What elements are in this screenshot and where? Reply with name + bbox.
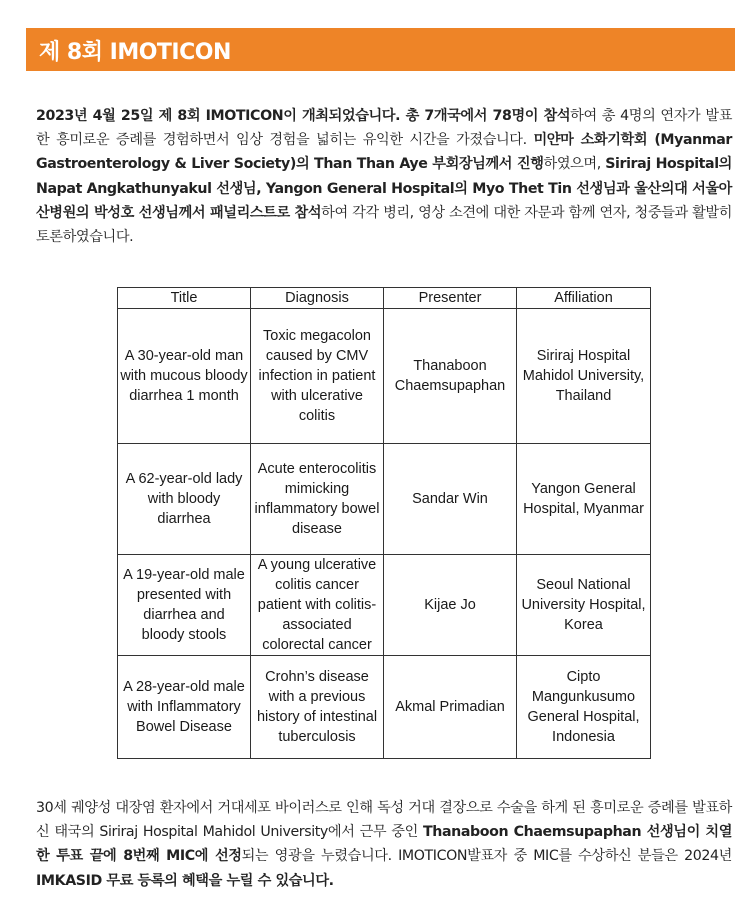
case-title-cell: A 28-year-old male with Inflammatory Bowel Disease xyxy=(118,656,251,759)
affiliation-cell: Siriraj Hospital Mahidol University, Thailand xyxy=(517,309,651,444)
section-title: 제 8회 IMOTICON xyxy=(39,40,231,65)
affiliation-cell: Cipto Mangunkusumo General Hospital, Indonesia xyxy=(517,656,651,759)
closing-text: 30세 궤양성 대장염 환자에서 거대세포 바이러스로 인해 독성 거대 결장으로 수술을 하게 된 흥미로운 증례를 발표하신 태국의 Siriraj Hospital Mahidol University에서 근무 중인 xyxy=(36,800,732,841)
affiliation-cell: Yangon General Hospital, Myanmar xyxy=(517,444,651,555)
intro-text: 하여 총 4명의 연자가 발표한 흥미로운 증례를 경험하면서 임상 경험을 넓히는 유익한 시간을 가졌습니다. xyxy=(36,108,732,149)
diagnosis-cell: Crohn’s disease with a previous history of intestinal tuberculosis xyxy=(251,656,384,759)
intro-text-bold: Siriraj Hospital의 Napat Angkathunyakul 선생님, Yangon General Hospital의 Myo Thet Tin 선생님과 울산의대 서울아산병원의 박성호 선생님께서 패널리스트로 참석 xyxy=(36,156,732,221)
table-row xyxy=(118,656,651,759)
affiliation-cell: Seoul National University Hospital, Korea xyxy=(517,555,651,656)
table-row xyxy=(118,309,651,444)
column-header-presenter: Presenter xyxy=(384,288,517,309)
diagnosis-cell: Acute enterocolitis mimicking inflammatory bowel disease xyxy=(251,444,384,555)
column-header-title: Title xyxy=(118,288,251,309)
case-title-cell: A 19-year-old male presented with diarrhea and bloody stools xyxy=(118,555,251,656)
intro-text: 하였으며, xyxy=(543,156,606,173)
diagnosis-cell: Toxic megacolon caused by CMV infection in patient with ulcerative colitis xyxy=(251,309,384,444)
intro-text: 하여 각각 병리, 영상 소견에 대한 자문과 함께 연자, 청중들과 활발히 토론하였습니다. xyxy=(36,204,732,246)
presenter-cell: Akmal Primadian xyxy=(384,656,517,759)
intro-text-bold: 2023년 4월 25일 제 8회 IMOTICON이 개최되었습니다. 총 7개국에서 78명이 참석 xyxy=(36,108,571,124)
section-header-bar xyxy=(26,28,735,71)
column-header-diagnosis: Diagnosis xyxy=(251,288,384,309)
presenter-cell: Sandar Win xyxy=(384,444,517,555)
presenter-cell: Kijae Jo xyxy=(384,555,517,656)
closing-text-bold: Thanaboon Chaemsupaphan 선생님이 치열한 투표 끝에 8번째 MIC에 선정 xyxy=(36,824,732,865)
table-row xyxy=(118,555,651,656)
closing-text-bold: IMKASID 무료 등록의 혜택을 누릴 수 있습니다. xyxy=(36,872,334,889)
diagnosis-cell: A young ulcerative colitis cancer patient with colitis-associated colorectal cancer xyxy=(251,555,384,656)
case-table xyxy=(117,287,651,759)
presenter-cell: Thanaboon Chaemsupaphan xyxy=(384,309,517,444)
intro-text-bold: 미얀마 소화기학회 (Myanmar Gastroenterology & Liver Society)의 Than Than Aye 부회장님께서 진행 xyxy=(36,132,733,173)
column-header-affiliation: Affiliation xyxy=(517,288,651,309)
closing-paragraph xyxy=(36,796,732,893)
case-title-cell: A 62-year-old lady with bloody diarrhea xyxy=(118,444,251,555)
case-title-cell: A 30-year-old man with mucous bloody diarrhea 1 month xyxy=(118,309,251,444)
intro-paragraph xyxy=(36,104,732,249)
closing-text: 되는 영광을 누렸습니다. IMOTICON발표자 중 MIC를 수상하신 분들은 2024년 xyxy=(241,848,732,865)
table-row xyxy=(118,444,651,555)
table-header-row xyxy=(118,288,651,309)
